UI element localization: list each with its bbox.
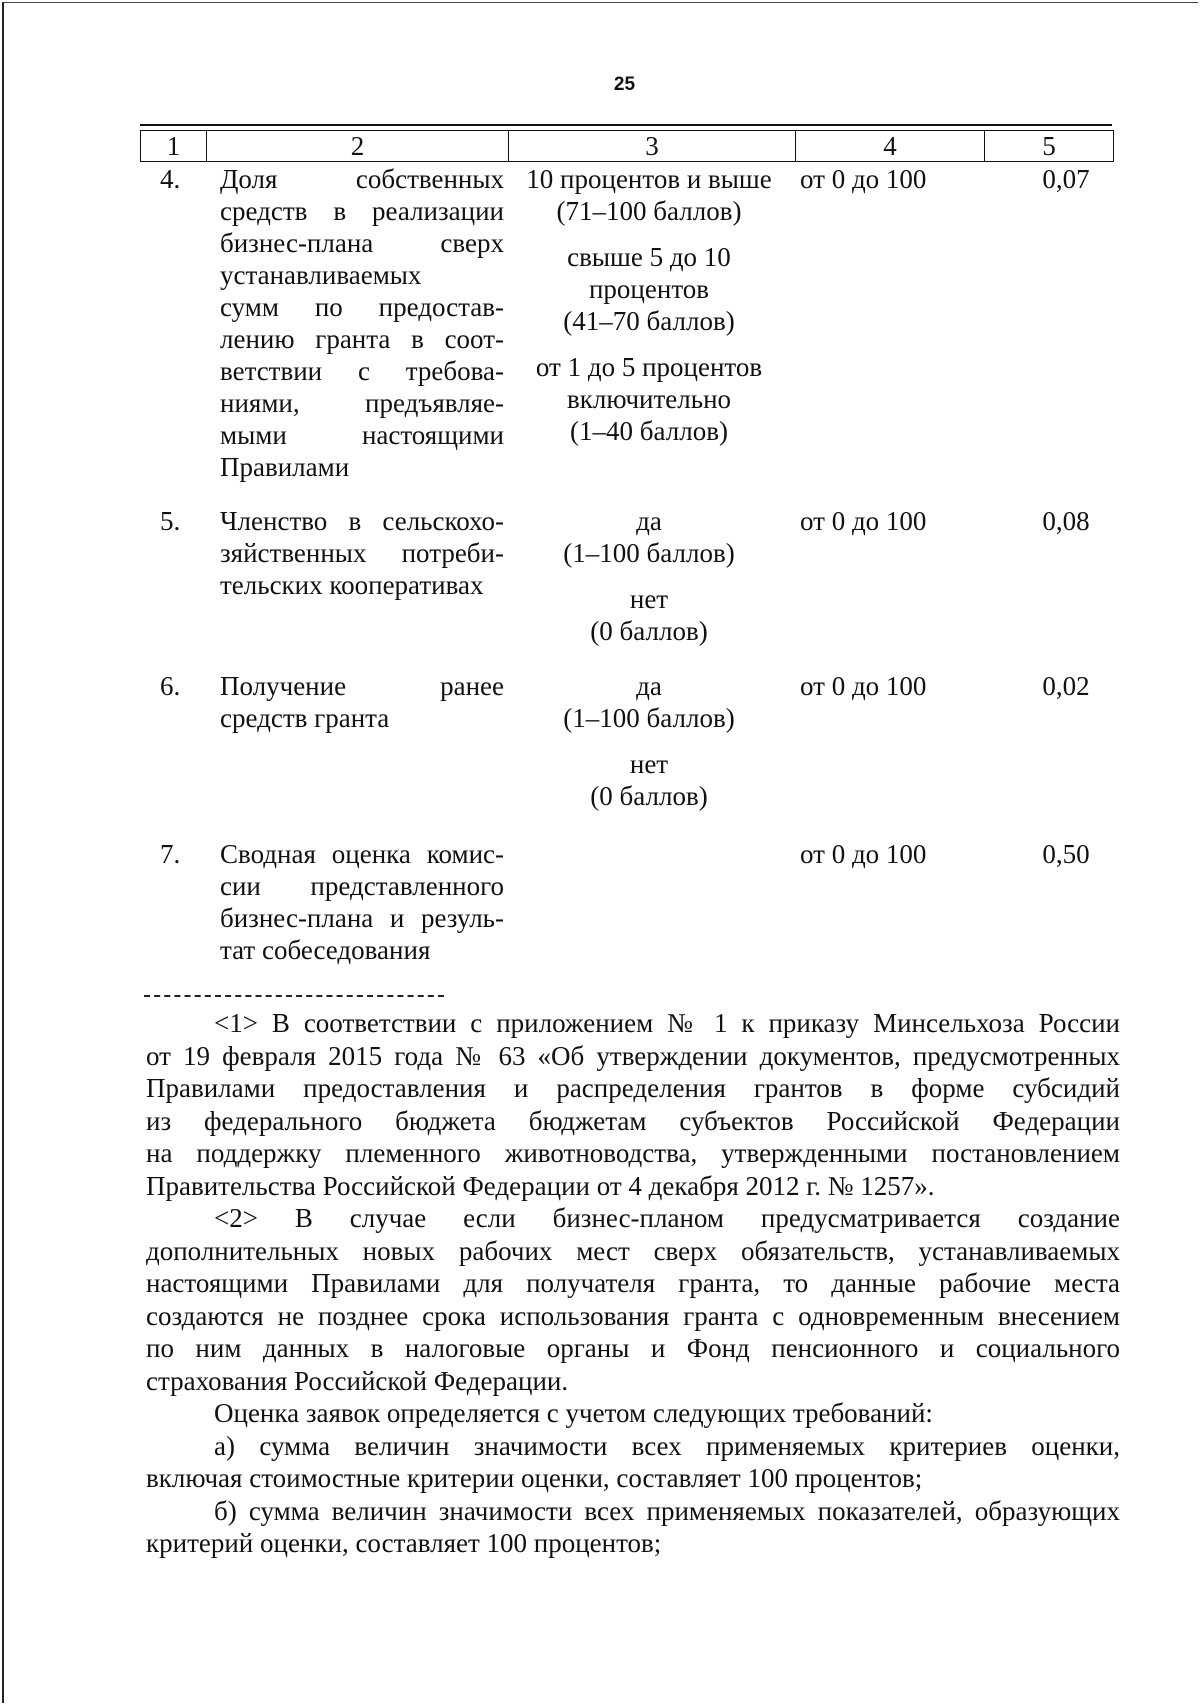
option-line: да — [636, 506, 662, 536]
text-line: а) сумма величин значимости всех применяемых критериев оценки, — [214, 1430, 1120, 1461]
text-line: <2> В случае если бизнес-планом предусматривается создание — [214, 1203, 1120, 1233]
option-line: нет — [629, 584, 669, 614]
option-block — [504, 163, 794, 227]
criterion-line: средств в реализации — [220, 196, 504, 226]
option-line: да — [636, 671, 662, 701]
option-block — [504, 351, 794, 447]
score-range: от 0 до 100 — [800, 164, 927, 194]
body-paragraphs — [146, 1397, 1120, 1560]
text-line: дополнительных новых рабочих мест сверх обязательств, устанавливаемых — [146, 1235, 1120, 1266]
criterion-text — [220, 838, 504, 966]
criterion-line: мыми настоящими — [220, 420, 504, 450]
criterion-line: тельских кооперативах — [220, 570, 484, 600]
option-line: свыше 5 до 10 — [567, 242, 731, 272]
weight-value: 0,08 — [1042, 506, 1090, 536]
option-line: включительно — [566, 384, 732, 414]
criterion-line: тат собеседования — [220, 935, 431, 965]
weight-value: 0,50 — [1042, 839, 1090, 869]
text-line: страхования Российской Федерации. — [146, 1365, 569, 1396]
text-line: из федерального бюджета бюджетам субъектов Российской Федерации — [146, 1105, 1120, 1136]
row-number: 4. — [160, 164, 181, 194]
criterion-line: бизнес-плана и резуль- — [220, 903, 504, 933]
score-range: от 0 до 100 — [800, 506, 927, 536]
row-number: 5. — [160, 506, 181, 536]
row-number: 6. — [160, 671, 181, 701]
criterion-line: ниями, предъявляе- — [220, 388, 504, 418]
text-line: по ним данных в налоговые органы и Фонд пенсионного и социального — [146, 1333, 1120, 1363]
weight-value: 0,02 — [1042, 671, 1090, 701]
option-line: процентов — [588, 274, 710, 304]
criterion-text — [220, 505, 504, 601]
criterion-line: ветствии с требова- — [220, 356, 504, 386]
option-block — [504, 505, 794, 569]
score-range: от 0 до 100 — [800, 839, 927, 869]
option-line: (71–100 баллов) — [556, 196, 742, 226]
option-block — [504, 748, 794, 812]
text-line: Оценка заявок определяется с учетом следующих требований: — [214, 1398, 933, 1428]
text-line: включая стоимостные критерии оценки, составляет 100 процентов; — [146, 1463, 923, 1493]
text-line: <1> В соответствии с приложением № 1 к приказу Минсельхоза России — [214, 1008, 1120, 1038]
option-block — [504, 583, 794, 647]
criterion-line: Доля собственных — [220, 164, 504, 194]
option-line: (0 баллов) — [590, 781, 708, 811]
text-line: от 19 февраля 2015 года № 63 «Об утверждении документов, предусмотренных — [146, 1040, 1120, 1071]
option-line: (1–100 баллов) — [563, 703, 735, 733]
text-line: критерий оценки, составляет 100 процентов; — [146, 1528, 662, 1558]
text-line: Правительства Российской Федерации от 4 декабря 2012 г. № 1257». — [146, 1170, 935, 1201]
option-line: (0 баллов) — [590, 616, 708, 646]
criterion-line: зяйственных потреби- — [220, 538, 504, 568]
text-line: создаются не позднее срока использования гранта с одновременным внесением — [146, 1300, 1120, 1331]
text-line: б) сумма величин значимости всех применяемых показателей, образующих — [214, 1495, 1120, 1526]
option-block — [504, 241, 794, 337]
criterion-line: средств гранта — [220, 703, 390, 733]
criterion-line: бизнес-плана сверх — [220, 228, 504, 258]
page-number: 25 — [613, 74, 636, 95]
row-number: 7. — [160, 839, 181, 869]
option-line: от 1 до 5 процентов — [535, 352, 763, 382]
text-line: на поддержку племенного животноводства, утвержденными постановлением — [146, 1138, 1120, 1168]
header-col-3: 3 — [509, 131, 796, 162]
header-col-4: 4 — [796, 131, 985, 162]
header-col-2: 2 — [207, 131, 509, 162]
option-block — [504, 670, 794, 734]
criterion-options — [504, 163, 794, 447]
criterion-text — [220, 670, 504, 734]
option-line: (41–70 баллов) — [563, 306, 735, 336]
option-line: (1–40 баллов) — [570, 416, 728, 446]
option-line: 10 процентов и выше — [526, 164, 772, 194]
criterion-line: Правилами — [220, 452, 350, 482]
option-line: (1–100 баллов) — [563, 538, 735, 568]
header-col-1: 1 — [141, 131, 207, 162]
criterion-line: устанавливаемых — [220, 260, 422, 290]
criterion-line: Сводная оценка комис- — [220, 839, 504, 869]
weight-value: 0,07 — [1042, 164, 1090, 194]
criterion-line: сумм по предостав- — [220, 292, 504, 322]
table-header — [140, 130, 1114, 162]
criterion-text — [220, 163, 504, 483]
criterion-line: Членство в сельскохо- — [220, 506, 504, 536]
score-range: от 0 до 100 — [800, 671, 927, 701]
footnote-2 — [146, 1202, 1120, 1397]
text-line: Правилами предоставления и распределения грантов в форме субсидий — [146, 1073, 1120, 1103]
criterion-line: Получение ранее — [220, 671, 504, 701]
criterion-options — [504, 670, 794, 812]
header-col-5: 5 — [985, 131, 1114, 162]
table-top-rule — [140, 124, 1112, 126]
option-line: нет — [629, 749, 669, 779]
footnote-1 — [146, 1007, 1120, 1202]
criterion-options — [504, 505, 794, 647]
text-line: настоящими Правилами для получателя гранта, то данные рабочие места — [146, 1268, 1120, 1298]
criterion-line: лению гранта в соот- — [220, 324, 504, 354]
criterion-line: сии представленного — [220, 871, 504, 901]
footnote-separator — [144, 995, 444, 997]
